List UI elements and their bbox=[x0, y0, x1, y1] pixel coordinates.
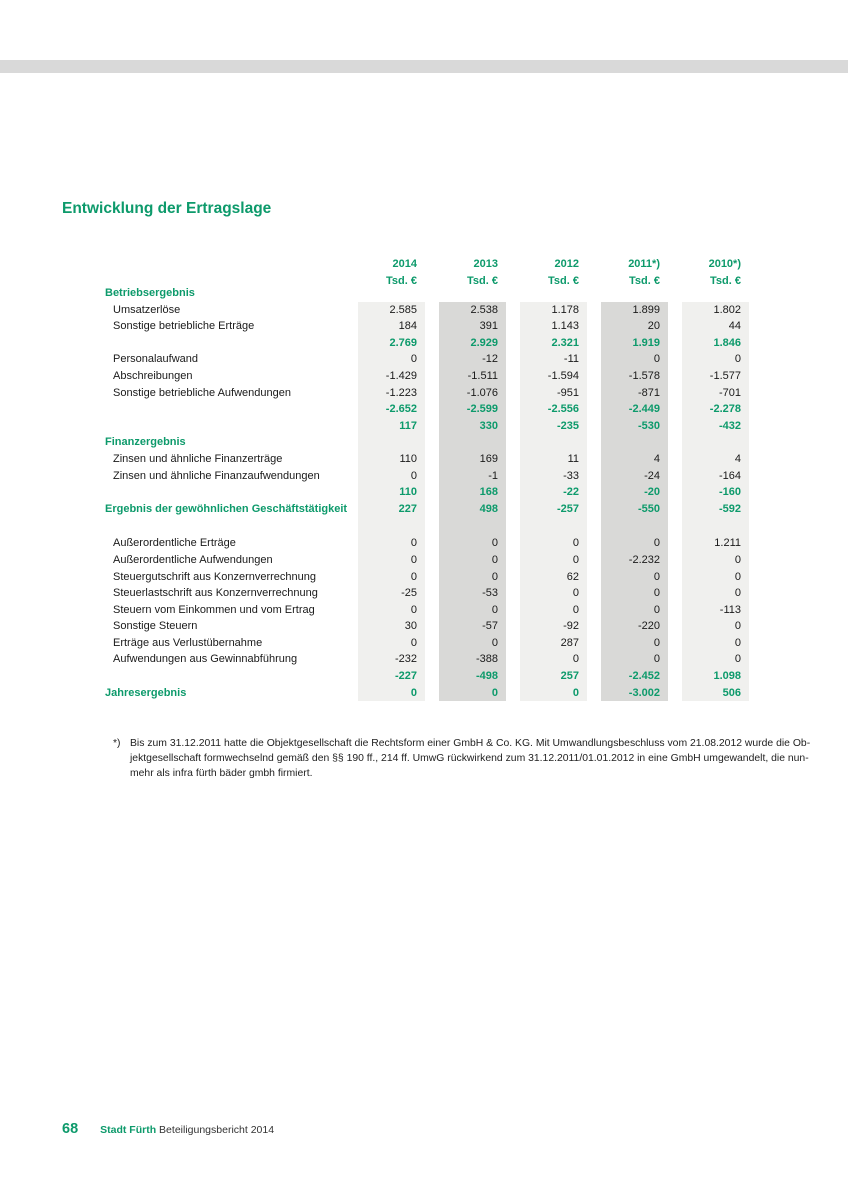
top-divider-bar bbox=[0, 60, 848, 73]
table-row bbox=[105, 517, 749, 535]
footnote-line: Bis zum 31.12.2011 hatte die Objektgesellschaft die Rechtsform einer GmbH & Co. KG. Mit Umwandlungsbeschluss vom 21.08.2012 wurde die Ob- bbox=[130, 738, 811, 749]
value-cell: 0 bbox=[520, 552, 587, 570]
value-cell: 2.538 bbox=[439, 302, 506, 320]
value-cell: 168 bbox=[439, 484, 506, 502]
footnote bbox=[113, 736, 810, 781]
table-row bbox=[105, 351, 749, 368]
value-cell bbox=[520, 434, 587, 451]
value-cell bbox=[439, 434, 506, 451]
table-row bbox=[105, 635, 749, 652]
value-cell: -592 bbox=[682, 501, 749, 518]
value-cell bbox=[682, 434, 749, 451]
row-label: Steuern vom Einkommen und vom Ertrag bbox=[113, 603, 315, 616]
value-cell: -550 bbox=[601, 501, 668, 518]
row-label bbox=[105, 335, 344, 353]
value-cell: -11 bbox=[520, 351, 587, 369]
unit-header: Tsd. € bbox=[710, 275, 741, 287]
value-cell: 62 bbox=[520, 569, 587, 587]
value-cell: 1.802 bbox=[682, 302, 749, 320]
row-label: Aufwendungen aus Gewinnabführung bbox=[113, 653, 298, 666]
value-cell: -2.449 bbox=[601, 401, 668, 419]
value-cell: 2.929 bbox=[439, 335, 506, 353]
value-cell: 2.585 bbox=[358, 302, 425, 320]
value-cell: 1.846 bbox=[682, 335, 749, 353]
row-label: Sonstige betriebliche Erträge bbox=[113, 320, 255, 333]
value-cell: -57 bbox=[439, 618, 506, 636]
footnote-line: jektgesellschaft formwechselnd gemäß den §§ 190 ff., 214 ff. UmwG rückwirkend zum 31.12.2011/01.01.2012 in eine GmbH umgewandelt, die nun- bbox=[130, 753, 809, 764]
row-label: Personalaufwand bbox=[113, 353, 199, 366]
table-row bbox=[105, 302, 749, 319]
value-cell: -164 bbox=[682, 468, 749, 486]
value-cell: 287 bbox=[520, 635, 587, 653]
year-header: 2013 bbox=[473, 258, 498, 270]
value-cell: -2.278 bbox=[682, 401, 749, 419]
value-cell: -1.223 bbox=[358, 385, 425, 403]
value-cell: 30 bbox=[358, 618, 425, 636]
page-title: Entwicklung der Ertragslage bbox=[62, 200, 272, 217]
value-cell: 0 bbox=[358, 535, 425, 553]
row-label: Zinsen und ähnliche Finanzaufwendungen bbox=[113, 469, 320, 482]
year-header-row bbox=[105, 256, 749, 273]
unit-header: Tsd. € bbox=[467, 275, 498, 287]
value-cell: 169 bbox=[439, 451, 506, 469]
value-cell: 0 bbox=[682, 351, 749, 369]
page-number: 68 bbox=[62, 1121, 79, 1137]
value-cell: 1.919 bbox=[601, 335, 668, 353]
row-label: Erträge aus Verlustübernahme bbox=[113, 636, 263, 649]
value-cell: 0 bbox=[439, 685, 506, 702]
value-cell: 0 bbox=[439, 535, 506, 553]
footnote-text bbox=[130, 736, 810, 781]
value-cell: 0 bbox=[358, 569, 425, 587]
value-cell bbox=[601, 517, 668, 535]
value-cell: 0 bbox=[682, 651, 749, 669]
footnote-marker: *) bbox=[113, 738, 121, 749]
value-cell: -160 bbox=[682, 484, 749, 502]
table-row bbox=[105, 418, 749, 435]
value-cell: -22 bbox=[520, 484, 587, 502]
row-label: Zinsen und ähnliche Finanzerträge bbox=[113, 452, 283, 465]
value-cell: -235 bbox=[520, 418, 587, 435]
value-cell: -92 bbox=[520, 618, 587, 636]
row-label: Finanzergebnis bbox=[105, 436, 186, 449]
value-cell: -220 bbox=[601, 618, 668, 636]
unit-header: Tsd. € bbox=[548, 275, 579, 287]
value-cell: -701 bbox=[682, 385, 749, 403]
value-cell: 0 bbox=[520, 585, 587, 603]
value-cell: -1.578 bbox=[601, 368, 668, 386]
row-label: Sonstige betriebliche Aufwendungen bbox=[113, 386, 291, 399]
value-cell: -1.511 bbox=[439, 368, 506, 386]
value-cell: -388 bbox=[439, 651, 506, 669]
value-cell: -871 bbox=[601, 385, 668, 403]
table-row bbox=[105, 368, 749, 385]
table-row bbox=[105, 401, 749, 418]
table-row bbox=[105, 552, 749, 569]
value-cell: 0 bbox=[601, 535, 668, 553]
value-cell: 4 bbox=[601, 451, 668, 469]
value-cell: -232 bbox=[358, 651, 425, 669]
table-row bbox=[105, 285, 749, 302]
table-row bbox=[105, 468, 749, 485]
row-label bbox=[105, 517, 344, 535]
value-cell: 0 bbox=[601, 602, 668, 620]
value-cell: 0 bbox=[439, 635, 506, 653]
row-label: Steuerlastschrift aus Konzernverrechnung bbox=[113, 587, 318, 600]
footnote-line: mehr als infra fürth bäder gmbh firmiert. bbox=[130, 768, 313, 779]
page-footer bbox=[62, 1121, 274, 1137]
value-cell: 0 bbox=[520, 602, 587, 620]
value-cell: 0 bbox=[439, 569, 506, 587]
value-cell: -1.577 bbox=[682, 368, 749, 386]
table-row bbox=[105, 535, 749, 552]
value-cell: -498 bbox=[439, 668, 506, 686]
table-row bbox=[105, 385, 749, 402]
table-row bbox=[105, 335, 749, 352]
value-cell: 0 bbox=[682, 585, 749, 603]
value-cell: 0 bbox=[439, 552, 506, 570]
value-cell: 0 bbox=[601, 635, 668, 653]
value-cell: 184 bbox=[358, 318, 425, 336]
table-row bbox=[105, 434, 749, 451]
value-cell: 330 bbox=[439, 418, 506, 435]
value-cell: 498 bbox=[439, 501, 506, 518]
row-label: Sonstige Steuern bbox=[113, 620, 198, 633]
value-cell: 2.321 bbox=[520, 335, 587, 353]
footer-brand: Stadt Fürth bbox=[100, 1124, 157, 1136]
value-cell: -1 bbox=[439, 468, 506, 486]
value-cell: 227 bbox=[358, 501, 425, 518]
value-cell: 0 bbox=[601, 351, 668, 369]
value-cell: -24 bbox=[601, 468, 668, 486]
value-cell: 0 bbox=[358, 635, 425, 653]
value-cell: -2.232 bbox=[601, 552, 668, 570]
value-cell: -1.429 bbox=[358, 368, 425, 386]
value-cell: 391 bbox=[439, 318, 506, 336]
value-cell: 0 bbox=[682, 635, 749, 653]
value-cell: 0 bbox=[601, 569, 668, 587]
table-row bbox=[105, 451, 749, 468]
value-cell: 0 bbox=[520, 535, 587, 553]
value-cell: 110 bbox=[358, 484, 425, 502]
table-row bbox=[105, 484, 749, 501]
value-cell bbox=[682, 517, 749, 535]
year-header: 2012 bbox=[554, 258, 579, 270]
value-cell: 257 bbox=[520, 668, 587, 686]
value-cell: 0 bbox=[682, 618, 749, 636]
value-cell: 20 bbox=[601, 318, 668, 336]
financial-table-body bbox=[105, 285, 749, 701]
unit-header: Tsd. € bbox=[629, 275, 660, 287]
value-cell: -2.556 bbox=[520, 401, 587, 419]
value-cell: 0 bbox=[358, 351, 425, 369]
value-cell: 0 bbox=[358, 685, 425, 702]
row-label: Steuergutschrift aus Konzernverrechnung bbox=[113, 570, 317, 583]
year-header: 2010*) bbox=[708, 258, 741, 270]
value-cell: -20 bbox=[601, 484, 668, 502]
value-cell: -33 bbox=[520, 468, 587, 486]
value-cell: 0 bbox=[520, 651, 587, 669]
value-cell: 506 bbox=[682, 685, 749, 702]
value-cell: 0 bbox=[520, 685, 587, 702]
value-cell bbox=[358, 517, 425, 535]
row-label bbox=[105, 668, 344, 686]
value-cell: -25 bbox=[358, 585, 425, 603]
value-cell: -113 bbox=[682, 602, 749, 620]
row-label bbox=[105, 484, 344, 502]
footer-report-title: Beteiligungsbericht 2014 bbox=[156, 1124, 275, 1136]
value-cell: 1.899 bbox=[601, 302, 668, 320]
value-cell: 0 bbox=[601, 585, 668, 603]
row-label: Abschreibungen bbox=[113, 369, 193, 382]
value-cell: -257 bbox=[520, 501, 587, 518]
table-row bbox=[105, 668, 749, 685]
value-cell: -3.002 bbox=[601, 685, 668, 702]
value-cell: 0 bbox=[682, 569, 749, 587]
label-column-spacer bbox=[105, 256, 344, 273]
table-row bbox=[105, 318, 749, 335]
value-cell: 0 bbox=[358, 552, 425, 570]
value-cell: -951 bbox=[520, 385, 587, 403]
value-cell: -53 bbox=[439, 585, 506, 603]
value-cell bbox=[358, 434, 425, 451]
row-label: Außerordentliche Aufwendungen bbox=[113, 553, 273, 566]
row-label bbox=[105, 418, 344, 435]
value-cell: 2.769 bbox=[358, 335, 425, 353]
table-row bbox=[105, 569, 749, 586]
value-cell: -1.594 bbox=[520, 368, 587, 386]
value-cell: -530 bbox=[601, 418, 668, 435]
value-cell: 1.211 bbox=[682, 535, 749, 553]
row-label: Betriebsergebnis bbox=[105, 287, 195, 299]
table-row bbox=[105, 585, 749, 602]
value-cell: 0 bbox=[358, 602, 425, 620]
value-cell bbox=[601, 434, 668, 451]
value-cell: 44 bbox=[682, 318, 749, 336]
value-cell: 117 bbox=[358, 418, 425, 435]
row-label: Jahresergebnis bbox=[105, 686, 187, 699]
table-row bbox=[105, 685, 749, 702]
value-cell: -1.076 bbox=[439, 385, 506, 403]
value-cell: 110 bbox=[358, 451, 425, 469]
value-cell: 0 bbox=[682, 552, 749, 570]
row-label: Umsatzerlöse bbox=[113, 303, 181, 316]
value-cell: 0 bbox=[358, 468, 425, 486]
footer-text bbox=[100, 1124, 274, 1136]
value-cell: -432 bbox=[682, 418, 749, 435]
value-cell bbox=[520, 517, 587, 535]
value-cell: 0 bbox=[439, 602, 506, 620]
year-header: 2011*) bbox=[628, 258, 660, 270]
row-label: Außerordentliche Erträge bbox=[113, 537, 236, 550]
row-label: Ergebnis der gewöhnlichen Geschäftstätigkeit bbox=[105, 502, 348, 515]
value-cell: 1.178 bbox=[520, 302, 587, 320]
value-cell: 1.143 bbox=[520, 318, 587, 336]
table-row bbox=[105, 618, 749, 635]
table-row bbox=[105, 501, 749, 518]
table-row bbox=[105, 602, 749, 619]
value-cell: 4 bbox=[682, 451, 749, 469]
value-cell: -2.452 bbox=[601, 668, 668, 686]
value-cell: -12 bbox=[439, 351, 506, 369]
table-row bbox=[105, 651, 749, 668]
value-cell bbox=[439, 517, 506, 535]
row-label bbox=[105, 401, 344, 419]
value-cell: -2.599 bbox=[439, 401, 506, 419]
unit-header: Tsd. € bbox=[386, 275, 417, 287]
value-cell: -2.652 bbox=[358, 401, 425, 419]
value-cell: 11 bbox=[520, 451, 587, 469]
value-cell: -227 bbox=[358, 668, 425, 686]
value-cell: 1.098 bbox=[682, 668, 749, 686]
value-cell: 0 bbox=[601, 651, 668, 669]
year-header: 2014 bbox=[392, 258, 417, 270]
